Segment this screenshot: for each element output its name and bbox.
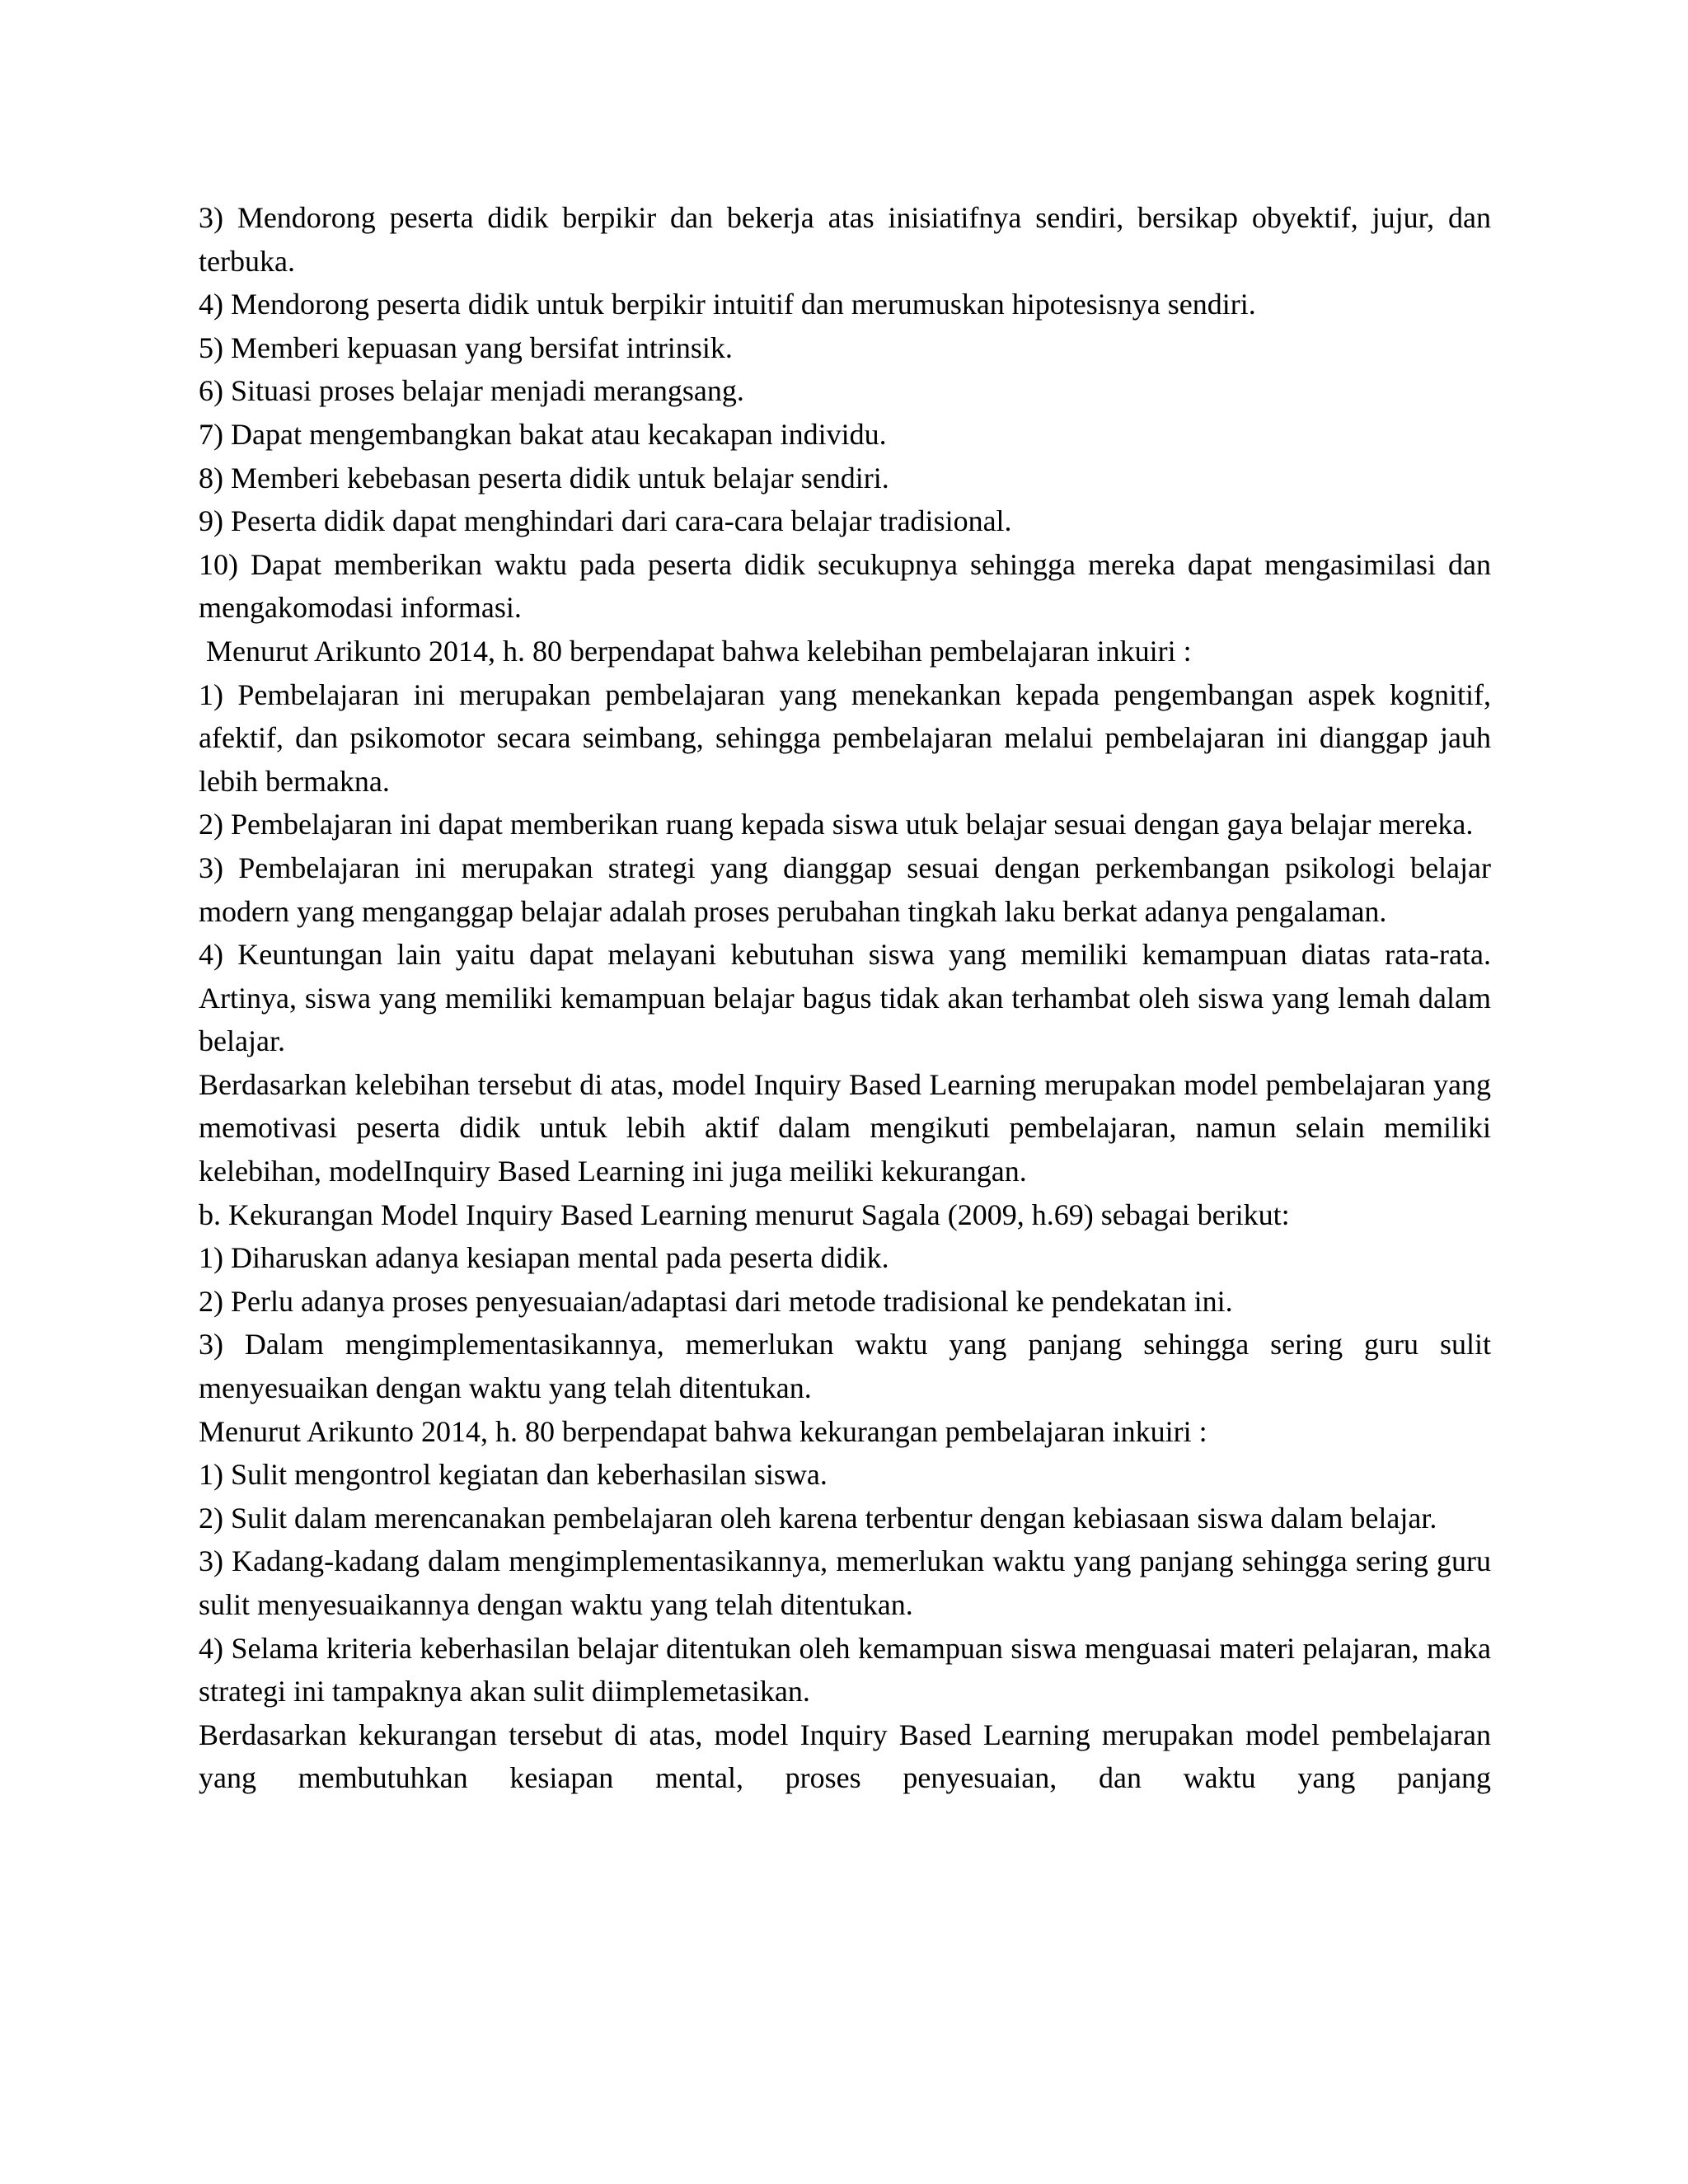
paragraph: 3) Pembelajaran ini merupakan strategi yang dianggap sesuai dengan perkembangan psikologi belajar modern yang menganggap belajar adalah proses perubahan tingkah laku berkat adanya pengalaman. bbox=[199, 851, 1491, 928]
paragraph: 4) Keuntungan lain yaitu dapat melayani kebutuhan siswa yang memiliki kemampuan diatas rata-rata. Artinya, siswa yang memiliki kemampuan belajar bagus tidak akan terhambat oleh siswa yang lemah dalam belajar. bbox=[199, 938, 1491, 1058]
paragraph: 5) Memberi kepuasan yang bersifat intrinsik. bbox=[199, 330, 733, 364]
document-body bbox=[199, 196, 1491, 1800]
paragraph: 9) Peserta didik dapat menghindari dari cara-cara belajar tradisional. bbox=[199, 504, 1012, 538]
paragraph: 4) Mendorong peserta didik untuk berpikir intuitif dan merumuskan hipotesisnya sendiri. bbox=[199, 288, 1256, 321]
paragraph: 1) Sulit mengontrol kegiatan dan keberhasilan siswa. bbox=[199, 1458, 828, 1492]
paragraph: 3) Mendorong peserta didik berpikir dan bekerja atas inisiatifnya sendiri, bersikap obyektif, jujur, dan terbuka. bbox=[199, 201, 1491, 278]
paragraph: 6) Situasi proses belajar menjadi merangsang. bbox=[199, 374, 744, 408]
paragraph: Berdasarkan kekurangan tersebut di atas, model Inquiry Based Learning merupakan model pembelajaran yang membutuhkan kesiapan mental, proses penyesuaian, dan waktu yang panjang bbox=[199, 1718, 1491, 1795]
paragraph: 3) Kadang-kadang dalam mengimplementasikannya, memerlukan waktu yang panjang sehingga sering guru sulit menyesuaikannya dengan waktu yang telah ditentukan. bbox=[199, 1544, 1491, 1621]
paragraph: 2) Sulit dalam merencanakan pembelajaran oleh karena terbentur dengan kebiasaan siswa dalam belajar. bbox=[199, 1501, 1437, 1535]
paragraph: 3) Dalam mengimplementasikannya, memerlukan waktu yang panjang sehingga sering guru sulit menyesuaikan dengan waktu yang telah ditentukan. bbox=[199, 1328, 1491, 1405]
paragraph: 10) Dapat memberikan waktu pada peserta didik secukupnya sehingga mereka dapat mengasimilasi dan mengakomodasi informasi. bbox=[199, 547, 1491, 625]
paragraph: Menurut Arikunto 2014, h. 80 berpendapat bahwa kelebihan pembelajaran inkuiri : bbox=[199, 634, 1192, 668]
paragraph: 2) Pembelajaran ini dapat memberikan ruang kepada siswa utuk belajar sesuai dengan gaya belajar mereka. bbox=[199, 808, 1474, 841]
paragraph: 7) Dapat mengembangkan bakat atau kecakapan individu. bbox=[199, 417, 887, 451]
paragraph: 4) Selama kriteria keberhasilan belajar ditentukan oleh kemampuan siswa menguasai materi pelajaran, maka strategi ini tampaknya akan sulit diimplemetasikan. bbox=[199, 1631, 1491, 1708]
paragraph: 2) Perlu adanya proses penyesuaian/adaptasi dari metode tradisional ke pendekatan ini. bbox=[199, 1284, 1233, 1318]
paragraph: 1) Diharuskan adanya kesiapan mental pada peserta didik. bbox=[199, 1241, 889, 1275]
paragraph: Berdasarkan kelebihan tersebut di atas, model Inquiry Based Learning merupakan model pembelajaran yang memotivasi peserta didik untuk lebih aktif dalam mengikuti pembelajaran, namun selain memiliki kelebihan, modelInquiry Based Learning ini juga meiliki kekurangan. bbox=[199, 1067, 1491, 1188]
paragraph: 1) Pembelajaran ini merupakan pembelajaran yang menekankan kepada pengembangan aspek kognitif, afektif, dan psikomotor secara seimbang, sehingga pembelajaran melalui pembelajaran ini dianggap jauh lebih bermakna. bbox=[199, 677, 1491, 798]
paragraph: Menurut Arikunto 2014, h. 80 berpendapat bahwa kekurangan pembelajaran inkuiri : bbox=[199, 1414, 1207, 1448]
paragraph: b. Kekurangan Model Inquiry Based Learning menurut Sagala (2009, h.69) sebagai berikut: bbox=[199, 1197, 1290, 1231]
paragraph: 8) Memberi kebebasan peserta didik untuk belajar sendiri. bbox=[199, 461, 889, 494]
